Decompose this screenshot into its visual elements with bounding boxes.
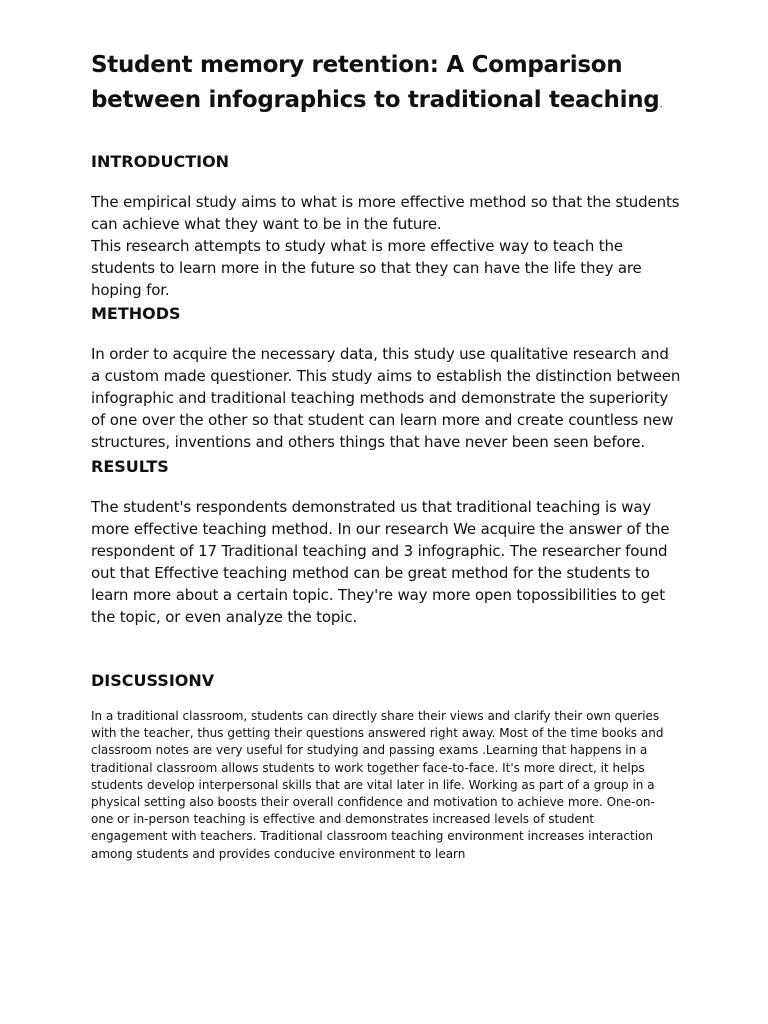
discussion-body bbox=[91, 708, 671, 863]
methods-paragraph: In order to acquire the necessary data, this study use qualitative research and a custom made questioner. This study aims to establish the distinction between infographic and traditional teaching methods and demonstrate the superiority of one over the other so that student can learn more and create countless new structures, inventions and others things that have never been seen before. bbox=[91, 345, 681, 451]
discussion-heading: DISCUSSIONV bbox=[91, 671, 215, 690]
results-body bbox=[91, 496, 681, 628]
results-paragraph: The student's respondents demonstrated us that traditional teaching is way more effective teaching method. In our research We acquire the answer of the respondent of 17 Traditional teaching and 3 infographic. The researcher found out that Effective teaching method can be great method for the students to learn more about a certain topic. They're way more open topossibilities to get the topic, or even analyze the topic. bbox=[91, 498, 670, 626]
document-title-text: Student memory retention: A Comparison between infographics to traditional teaching bbox=[91, 52, 660, 113]
introduction-paragraph: This research attempts to study what is more effective way to teach the students to learn more in the future so that they can have the life they are hoping for. bbox=[91, 237, 642, 299]
methods-heading: METHODS bbox=[91, 304, 181, 323]
results-heading: RESULTS bbox=[91, 457, 169, 476]
introduction-paragraph: The empirical study aims to what is more effective method so that the students can achieve what they want to be in the future. bbox=[91, 193, 680, 233]
methods-body bbox=[91, 343, 681, 453]
title-trailing-dot: . bbox=[659, 99, 663, 110]
discussion-paragraph: In a traditional classroom, students can directly share their views and clarify their own queries with the teacher, thus getting their questions answered right away. Most of the time books and classroom notes are very useful for studying and passing exams .Learning that happens in a traditional classroom allows students to work together face-to-face. It's more direct, it helps students develop interpersonal skills that are vital later in life. Working as part of a group in a physical setting also boosts their overall confidence and motivation to achieve more. One-on-one or in-person teaching is effective and demonstrates increased levels of student engagement with teachers. Traditional classroom teaching environment increases interaction among students and provides conducive environment to learn bbox=[91, 709, 664, 861]
introduction-body bbox=[91, 191, 681, 301]
introduction-heading: INTRODUCTION bbox=[91, 152, 230, 171]
document-title bbox=[91, 48, 691, 122]
